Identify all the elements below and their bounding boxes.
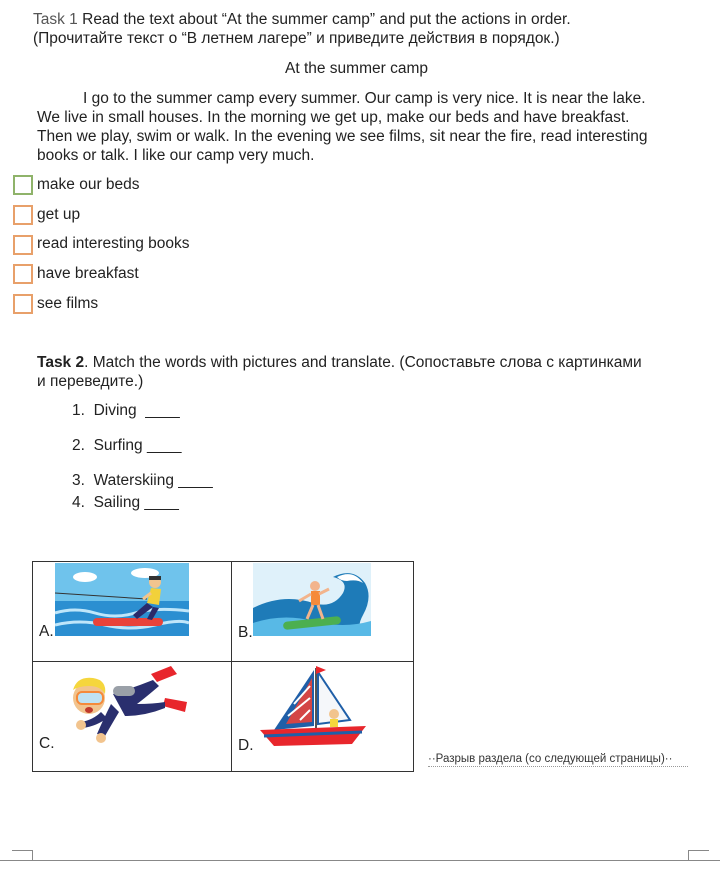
- page-bottom-edge: [0, 860, 720, 861]
- picture-cell-d: [231, 661, 414, 772]
- picture-cell-c: [32, 661, 232, 772]
- waterskier-picture: [55, 563, 189, 636]
- task1-label: Task 1: [33, 11, 78, 28]
- list-item: 3. Waterskiing ____: [72, 472, 213, 489]
- section-break-marker: ··Разрыв раздела (со следующей страницы)··: [428, 752, 688, 767]
- picture-letter-b: B.: [238, 624, 253, 641]
- corner-mark-right: [688, 850, 709, 861]
- action-item: have breakfast: [37, 265, 139, 282]
- task2-title-text: . Match the words with pictures and translate. (Сопоставьте слова с картинками: [84, 354, 642, 371]
- list-item: 4. Sailing ____: [72, 494, 179, 511]
- paragraph-line-2: We live in small houses. In the morning we get up, make our beds and have breakfast.: [37, 109, 630, 126]
- order-box-3[interactable]: [13, 235, 33, 255]
- task1-title-text: Read the text about “At the summer camp” and put the actions in order.: [77, 11, 571, 28]
- order-box-4[interactable]: [13, 264, 33, 284]
- diver-picture: [53, 664, 193, 746]
- picture-letter-d: D.: [238, 737, 254, 754]
- action-item: make our beds: [37, 176, 140, 193]
- task1-title: [33, 10, 571, 29]
- corner-mark-left: [12, 850, 33, 861]
- task2-title: [37, 353, 642, 372]
- order-box-2[interactable]: [13, 205, 33, 225]
- paragraph-line-1: I go to the summer camp every summer. Our camp is very nice. It is near the lake.: [83, 90, 646, 107]
- task2-label: Task 2: [37, 354, 85, 371]
- picture-letter-c: C.: [39, 735, 55, 752]
- order-box-1[interactable]: [13, 175, 33, 195]
- list-item: 1. Diving ____: [72, 402, 180, 419]
- picture-cell-b: [231, 561, 414, 662]
- action-item: see films: [37, 295, 99, 312]
- action-item: read interesting books: [37, 235, 190, 252]
- paragraph-line-3: Then we play, swim or walk. In the evening we see films, sit near the fire, read interesting: [37, 128, 648, 145]
- sailboat-picture: [254, 664, 374, 752]
- action-item: get up: [37, 206, 81, 223]
- task2-title-ru: и переведите.): [37, 373, 144, 390]
- task1-title-ru: (Прочитайте текст о “В летнем лагере” и приведите действия в порядок.): [33, 30, 560, 47]
- picture-cell-a: [32, 561, 232, 662]
- order-box-5[interactable]: [13, 294, 33, 314]
- surfer-picture: [253, 563, 371, 636]
- list-item: 2. Surfing ____: [72, 437, 182, 454]
- paragraph-line-4: books or talk. I like our camp very much.: [37, 147, 315, 164]
- picture-letter-a: A.: [39, 623, 54, 640]
- text-heading: At the summer camp: [285, 60, 428, 77]
- section-break-label: Разрыв раздела (со следующей страницы): [435, 753, 665, 765]
